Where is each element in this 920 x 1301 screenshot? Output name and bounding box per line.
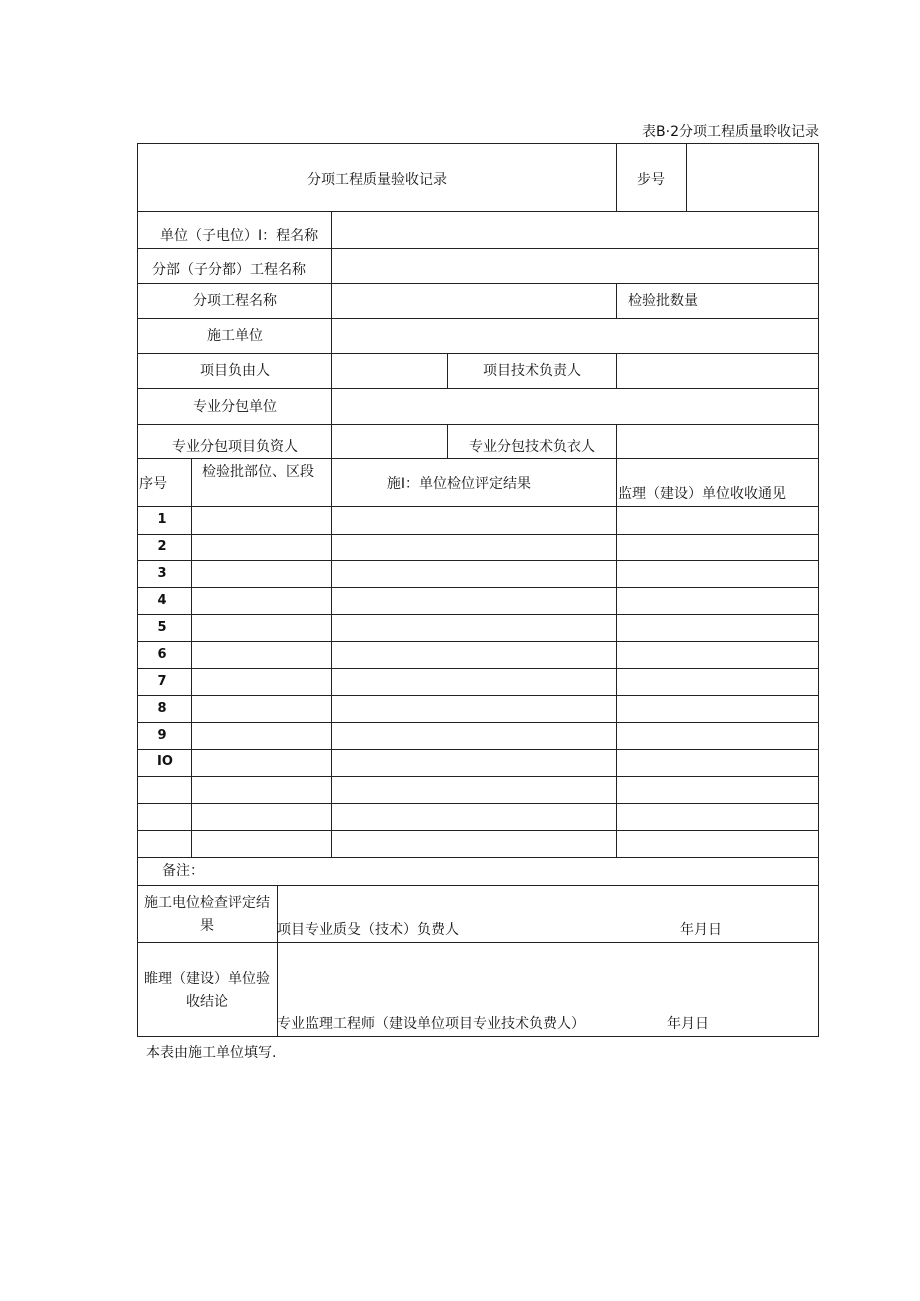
subcontract-tech-leader-label: 专业分包技术负衣人 [469,439,595,455]
item-project-name-label: 分项工程名称 [193,293,277,309]
col-header-batch-location: 检验批部位、区段 [202,464,314,480]
construction-unit-label: 施工单位 [207,328,263,344]
row-index-9: 9 [157,728,167,743]
sub-project-name-label: 分部（子分都）工程名称 [152,262,306,278]
construction-check-label-2: 果 [200,918,214,934]
row-index-2: 2 [157,539,167,554]
supervision-signer: 专业监理工程师（建设单位项目专业技术负费人） [277,1016,585,1032]
supervision-label-2: 收结论 [186,994,228,1010]
construction-check-label-1: 施工电位检查评定结 [144,895,270,911]
row-index-3: 3 [157,566,167,581]
supervision-label-1: 睢理（建设）单位验 [144,971,270,987]
row-index-1: 1 [157,512,167,527]
col-header-supervision-opinion: 监理（建设）单位收收通见 [618,486,786,502]
project-leader-label: 项目负由人 [200,363,270,379]
construction-check-date: 年月日 [680,922,722,938]
col-header-index: 序号 [139,476,167,492]
supervision-date: 年月日 [667,1016,709,1032]
unit-project-name-label: 单位（子电位）I：程名称 [160,228,319,244]
remarks-label: 备注： [162,863,204,879]
col-header-construction-result: 施I：单位检位评定结果 [386,476,532,492]
subcontract-project-leader-label: 专业分包项目负资人 [172,439,298,455]
row-index-7: 7 [157,674,167,689]
row-index-4: 4 [157,593,167,608]
row-index-5: 5 [157,620,167,635]
form-title: 分项工程质量验收记录 [307,172,447,188]
row-index-8: 8 [157,701,167,716]
construction-check-signer: 项目专业质殳（技术）负费人 [277,922,459,938]
subcontract-unit-label: 专业分包单位 [193,399,277,415]
serial-number-label: 步号 [637,172,665,188]
row-index-10: IO [157,754,173,769]
row-index-6: 6 [157,647,167,662]
form-caption: 表B·2分项工程质量聆收记录 [642,124,819,140]
quality-acceptance-form [137,143,819,1037]
project-tech-leader-label: 项目技术负责人 [483,363,581,379]
form-footnote: 本表由施工单位填写. [146,1045,277,1061]
batch-count-label: 检验批数量 [628,293,698,309]
